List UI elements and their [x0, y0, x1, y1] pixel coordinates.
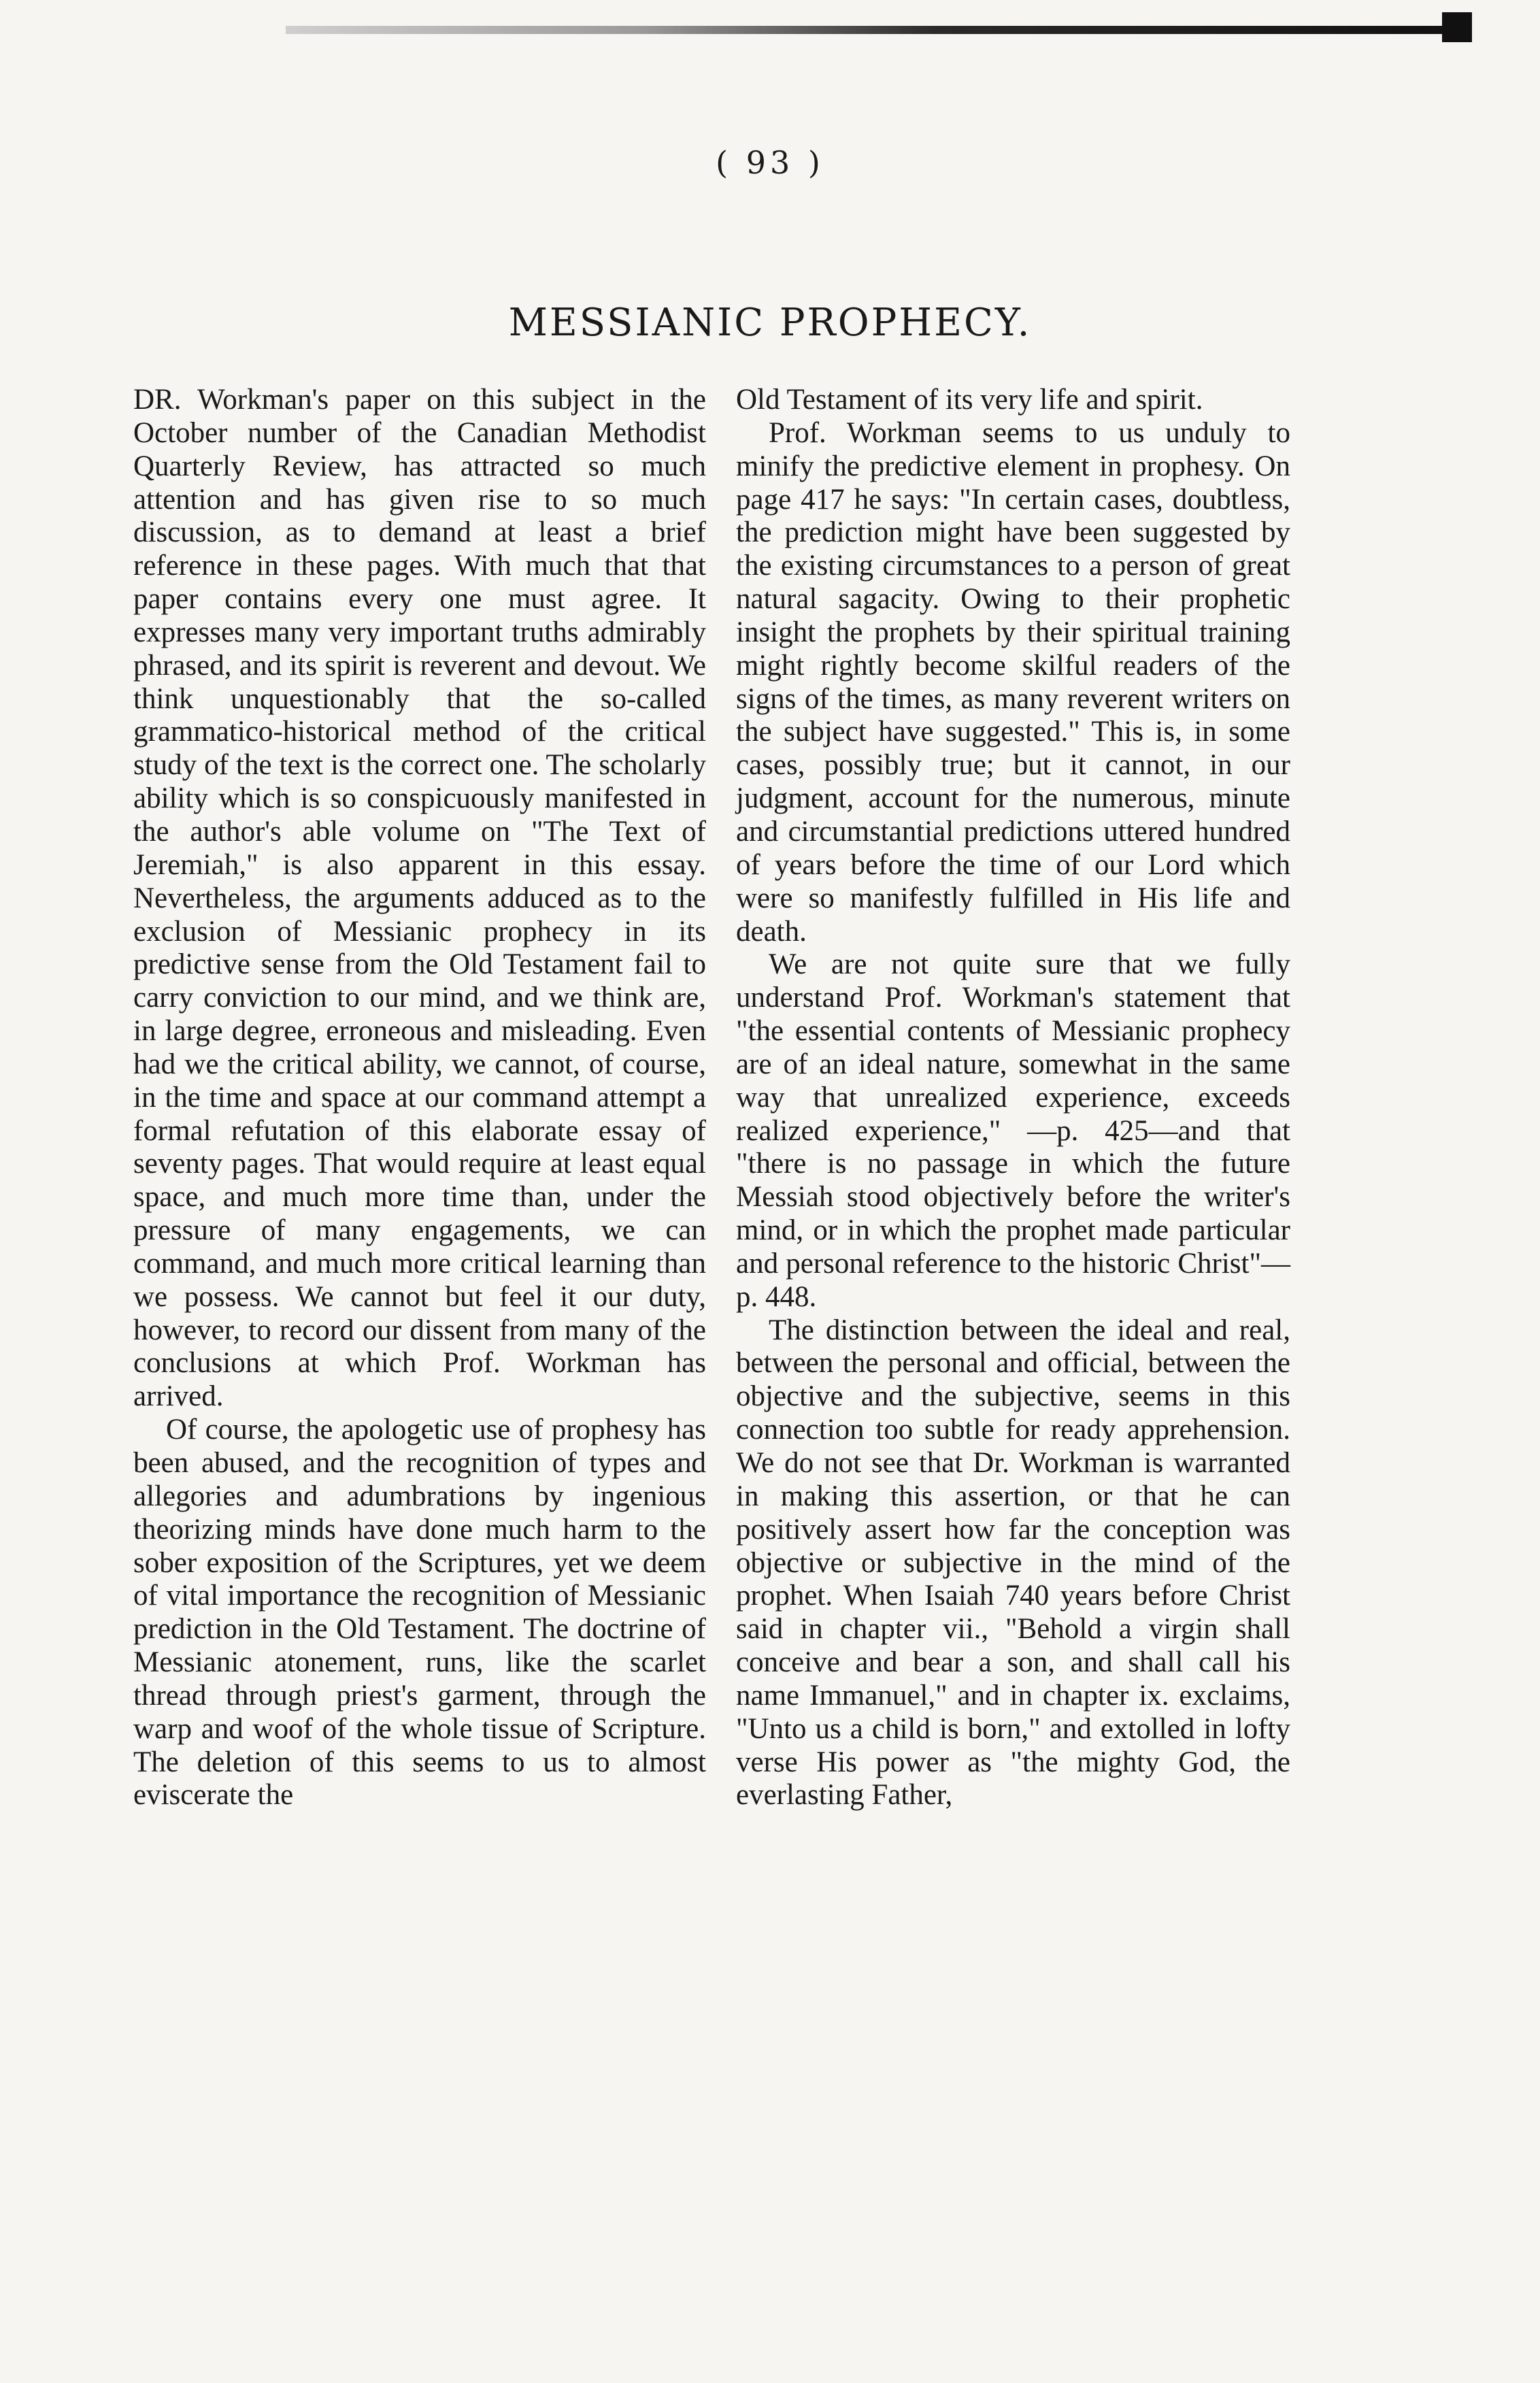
header-rule-edge: [1442, 12, 1472, 42]
right-column: [736, 384, 1290, 1812]
paragraph: The distinction between the ideal and real, between the personal and official, between the objective and the subjective, seems in this connection too subtle for ready apprehension. We do not see that Dr. Workman is warranted in making this assertion, or that he can positively assert how far the conception was objective or subjective in the mind of the prophet. When Isaiah 740 years before Christ said in chapter vii., "Behold a virgin shall conceive and bear a son, and shall call his name Immanuel," and in chapter ix. exclaims, "Unto us a child is born," and extolled in lofty verse His power as "the mighty God, the everlasting Father,: [736, 1314, 1290, 1812]
article-title: MESSIANIC PROPHECY.: [508, 301, 1032, 345]
paragraph: We are not quite sure that we fully understand Prof. Workman's statement that "the essential contents of Messianic prophecy are of an ideal nature, somewhat in the same way that unrealized experience, exceeds realized experience," —p. 425—and that "there is no passage in which the future Messiah stood objectively before the writer's mind, or in which the prophet made particular and personal reference to the historic Christ"—p. 448.: [736, 948, 1290, 1313]
paragraph: Prof. Workman seems to us unduly to minify the predictive element in prophesy. On page 417 he says: "In certain cases, doubtless, the prediction might have been suggested by the existing circumstances to a person of great natural sagacity. Owing to their prophetic insight the prophets by their spiritual training might rightly become skilful readers of the signs of the times, as many reverent writers on the subject have suggested." This is, in some cases, possibly true; but it cannot, in our judgment, account for the numerous, minute and circumstantial predictions uttered hundred of years before the time of our Lord which were so manifestly fulfilled in His life and death.: [736, 416, 1290, 948]
left-column: [133, 384, 706, 1812]
paragraph: DR. Workman's paper on this subject in the October number of the Canadian Methodist Quarterly Review, has attracted so much attention and has given rise to so much discussion, as to demand at least a brief reference in these pages. With much that that paper contains every one must agree. It expresses many very important truths admirably phrased, and its spirit is reverent and devout. We think unquestionably that the so-called grammatico-historical method of the critical study of the text is the correct one. The scholarly ability which is so conspicuously manifested in the author's able volume on "The Text of Jeremiah," is also apparent in this essay. Nevertheless, the arguments adduced as to the exclusion of Messianic prophecy in its predictive sense from the Old Testament fail to carry conviction to our mind, and we think are, in large degree, erroneous and misleading. Even had we the critical ability, we cannot, of course, in the time and space at our command attempt a formal refutation of this elaborate essay of seventy pages. That would require at least equal space, and much more time than, under the pressure of many engagements, we can command, and much more critical learning than we possess. We cannot but feel it our duty, however, to record our dissent from many of the conclusions at which Prof. Workman has arrived.: [133, 384, 706, 1413]
paragraph: Old Testament of its very life and spirit.: [736, 384, 1203, 416]
paragraph: Of course, the apologetic use of prophesy has been abused, and the recognition of types and allegories and adumbrations by ingenious theorizing minds have done much harm to the sober exposition of the Scriptures, yet we deem of vital importance the recognition of Messianic prediction in the Old Testament. The doctrine of Messianic atonement, runs, like the scarlet thread through priest's garment, through the warp and woof of the whole tissue of Scripture. The deletion of this seems to us to almost eviscerate the: [133, 1414, 706, 1812]
header-rule: [286, 26, 1469, 34]
page-number: ( 93 ): [716, 144, 824, 181]
